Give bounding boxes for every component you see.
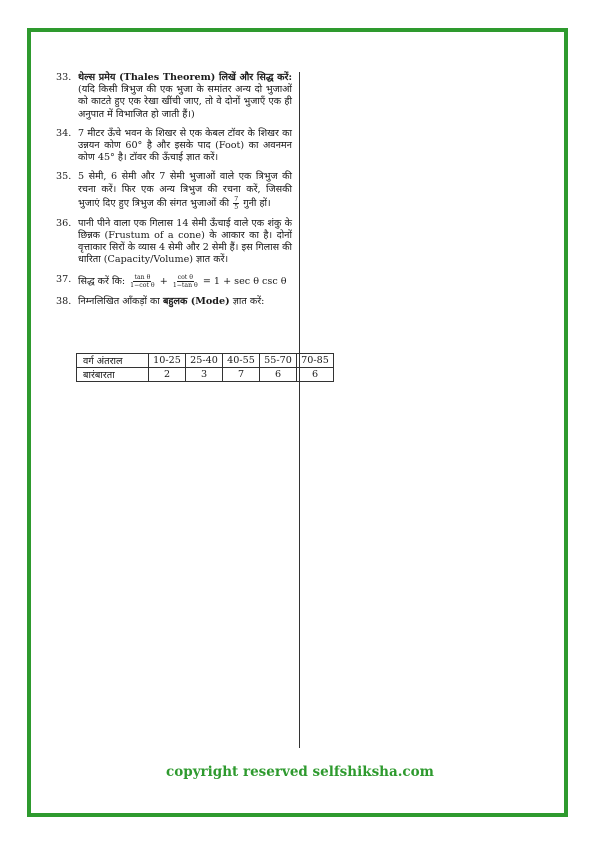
fraction-numerator: tan θ <box>134 273 151 281</box>
interval-cell: 25-40 <box>186 354 223 368</box>
question-prefix: सिद्ध करें कि: <box>78 275 129 287</box>
question-text: 5 सेमी, 6 सेमी और 7 सेमी भुजाओं वाले एक त्रिभुज की रचना करें। फिर एक अन्य त्रिभुज की रचना करें, जिसकी भुजाएं दिए हुए त्रिभुज की संगत भुजाओं की <box>78 171 292 209</box>
fraction-denominator: 5 <box>234 203 239 211</box>
question-35 <box>56 171 292 210</box>
interval-cell: 40-55 <box>223 354 260 368</box>
question-text: पानी पीने वाला एक गिलास 14 सेमी ऊँचाई वाले एक शंकु के छिन्नक (Frustum of a cone) के आकार का है। दोनों वृत्ताकार सिरों के व्यास 4 सेमी और 2 सेमी हैं। इस गिलास की धारिता (Capacity/Volume) ज्ञात करें। <box>78 217 292 266</box>
fraction-denominator: 1−cot θ <box>130 281 155 289</box>
question-text-end: गुनी हों। <box>240 197 271 209</box>
mode-data-table <box>76 353 334 382</box>
question-number: 34. <box>56 127 72 139</box>
fraction-denominator: 1−tan θ <box>172 281 198 289</box>
table-row <box>77 354 334 368</box>
question-36 <box>56 218 292 267</box>
column-divider <box>299 72 300 748</box>
frequency-cell: 7 <box>223 368 260 382</box>
frequency-cell: 6 <box>297 368 334 382</box>
fraction-1 <box>129 274 156 289</box>
interval-cell: 55-70 <box>260 354 297 368</box>
question-33 <box>56 72 292 121</box>
row-label: बारंबारता <box>77 368 149 382</box>
equation-rhs: = 1 + sec θ csc θ <box>199 275 287 287</box>
fraction-numerator: cot θ <box>177 273 193 281</box>
question-text: निम्नलिखित आँकड़ों का <box>78 295 163 307</box>
fraction <box>233 196 239 211</box>
question-text: (यदि किसी त्रिभुज की एक भुजा के समांतर अन्य दो भुजाओं को काटते हुए एक रेखा खींची जाए, तो वे दोनों भुजाएँ एक ही अनुपात में विभाजित हो जाती हैं।) <box>78 84 292 120</box>
fraction-2 <box>172 274 199 289</box>
question-34 <box>56 128 292 165</box>
question-text: 7 मीटर ऊँचे भवन के शिखर से एक केबल टॉवर के शिखर का उन्नयन कोण 60° है और इसके पाद (Foot) का अवनमन कोण 45° है। टॉवर की ऊँचाई ज्ञात करें। <box>78 127 292 164</box>
question-keyword: बहुलक (Mode) <box>162 295 230 307</box>
interval-cell: 70-85 <box>297 354 334 368</box>
fraction-numerator: 7 <box>234 195 239 203</box>
question-number: 37. <box>56 273 72 285</box>
question-title: थेल्स प्रमेय (Thales Theorem) लिखें और सिद्ध करें: <box>78 72 292 83</box>
frequency-cell: 2 <box>149 368 186 382</box>
table-row <box>77 368 334 382</box>
question-number: 35. <box>56 171 72 183</box>
question-number: 33. <box>56 72 72 83</box>
question-text-end: ज्ञात करें: <box>229 295 265 307</box>
question-38 <box>56 296 292 308</box>
question-list <box>56 72 292 315</box>
frequency-cell: 6 <box>260 368 297 382</box>
interval-cell: 10-25 <box>149 354 186 368</box>
plus-sign: + <box>156 275 171 287</box>
copyright-footer: copyright reserved selfshiksha.com <box>166 764 434 780</box>
question-number: 36. <box>56 217 72 229</box>
question-37 <box>56 274 292 289</box>
frequency-cell: 3 <box>186 368 223 382</box>
question-number: 38. <box>56 295 72 307</box>
row-label: वर्ग अंतराल <box>77 354 149 368</box>
